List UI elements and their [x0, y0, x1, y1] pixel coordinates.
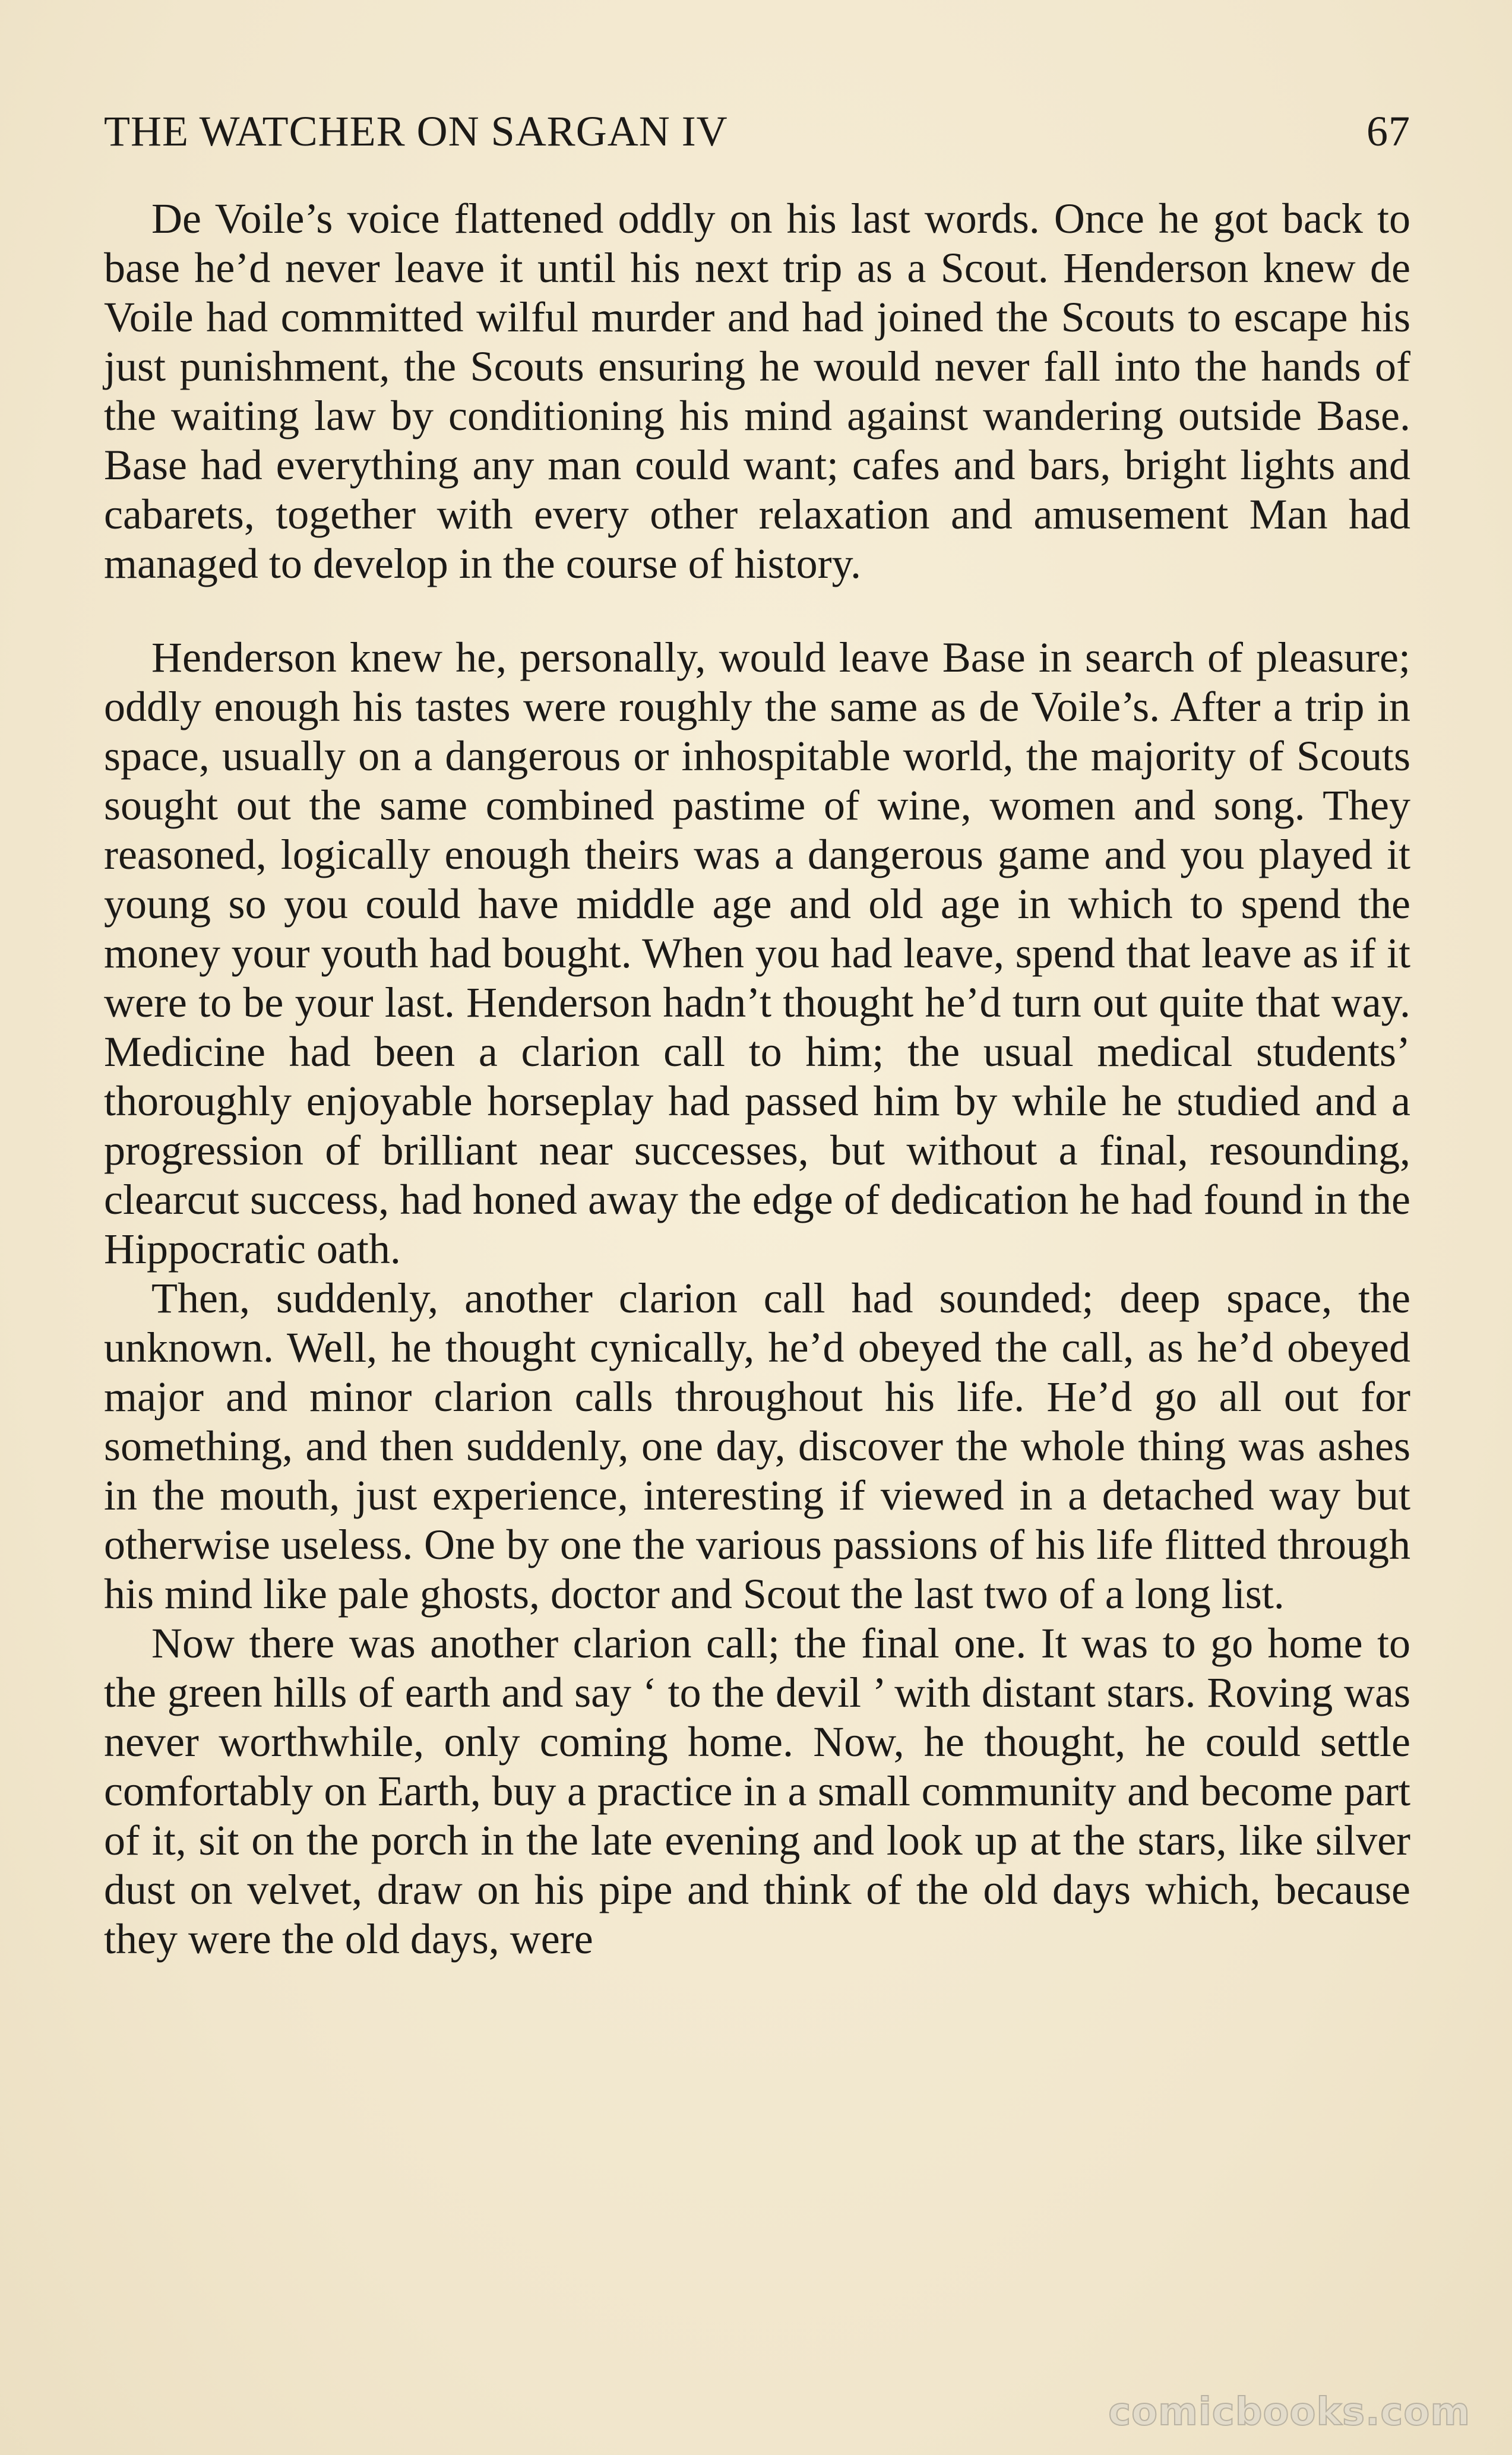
paragraph-1: De Voile’s voice flattened oddly on his last words. Once he got back to base he’d never leave it until his next trip as a Scout. Henderson knew de Voile had committed wilful murder and had joined the Scouts to escape his just punishment, the Scouts ensuring he would never fall into the hands of the waiting law by conditioning his mind against wandering outside Base. Base had everything any man could want; cafes and bars, bright lights and cabarets, together with every other relaxation and amusement Man had managed to develop in the course of history.	[104, 195, 1410, 587]
page-number: 67	[1367, 107, 1410, 155]
paragraph-3: Then, suddenly, another clarion call had sounded; deep space, the unknown. Well, he thought cynically, he’d obeyed the call, as he’d obeyed major and minor clarion calls throughout his life. He’d go all out for something, and then suddenly, one day, discover the whole thing was ashes in the mouth, just experience, interesting if viewed in a detached way but otherwise useless. One by one the various passions of his life flitted through his mind like pale ghosts, doctor and Scout the last two of a long list.	[104, 1274, 1410, 1618]
paragraph-4: Now there was another clarion call; the final one. It was to go home to the green hills of earth and say ‘ to the devil ’ with distant stars. Roving was never worthwhile, only coming home. Now, he thought, he could settle comfortably on Earth, buy a practice in a small community and become part of it, sit on the porch in the late evening and look up at the stars, like silver dust on velvet, draw on his pipe and think of the old days which, because they were the old days, were	[104, 1619, 1410, 1963]
paragraph-2: Henderson knew he, personally, would leave Base in search of pleasure; oddly enough his tastes were roughly the same as de Voile’s. After a trip in space, usually on a dangerous or inhospitable world, the majority of Scouts sought out the same combined pastime of wine, women and song. They reasoned, logically enough theirs was a dangerous game and you played it young so you could have middle age and old age in which to spend the money your youth had bought. When you had leave, spend that leave as if it were to be your last. Henderson hadn’t thought he’d turn out quite that way. Medicine had been a clarion call to him; the usual medical students’ thoroughly enjoyable horseplay had passed him by while he studied and a progression of brilliant near successes, but without a final, resounding, clearcut success, had honed away the edge of dedication he had found in the Hippocratic oath.	[104, 634, 1410, 1273]
watermark: comicbooks.com	[1108, 2390, 1470, 2434]
book-page	[104, 107, 1410, 1964]
running-head	[104, 107, 1410, 155]
running-title: THE WATCHER ON SARGAN IV	[104, 107, 728, 155]
